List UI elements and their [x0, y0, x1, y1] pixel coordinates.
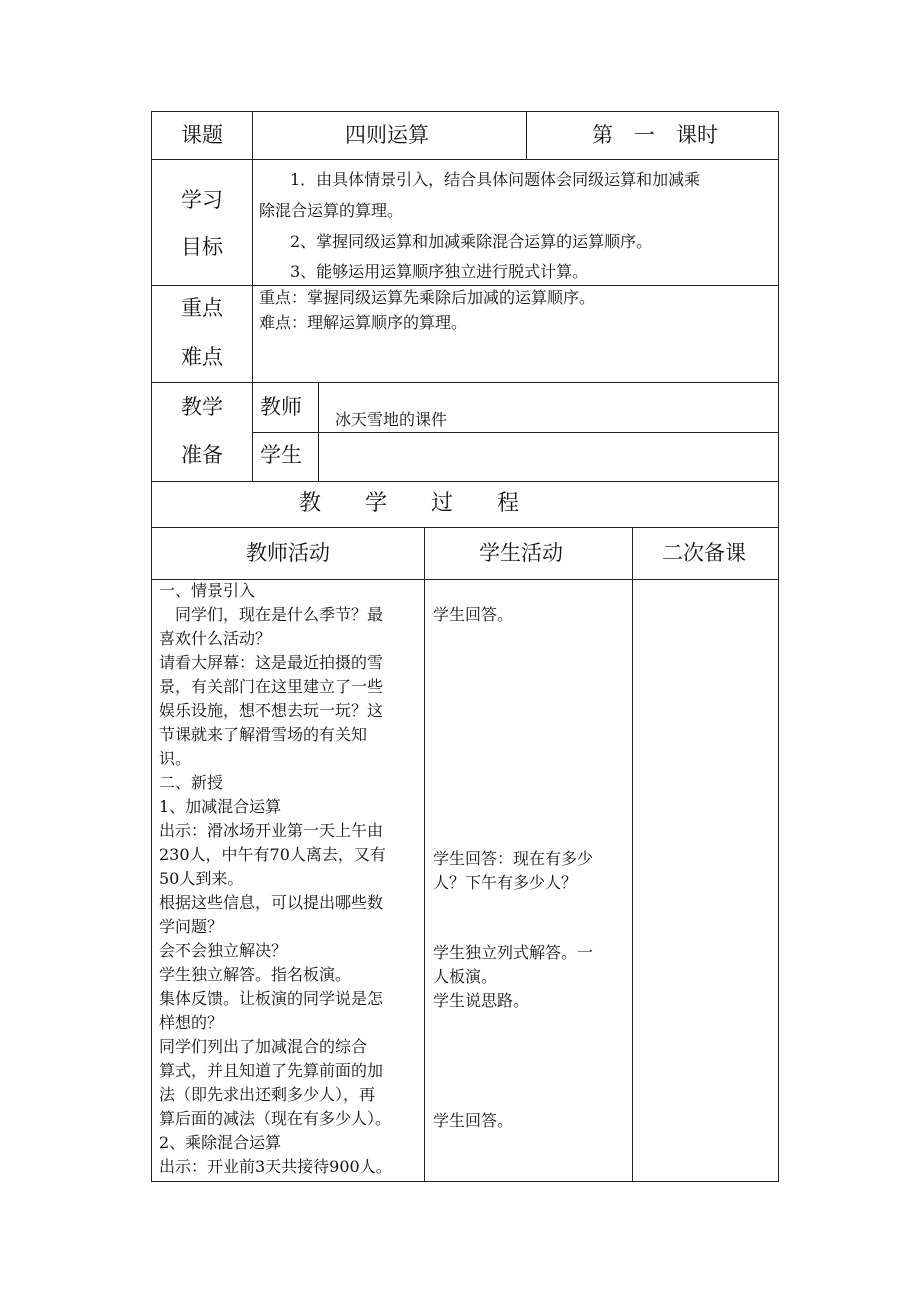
teacher-line: 集体反馈。让板演的同学说是怎	[159, 989, 384, 1008]
student-line: 学生回答。	[433, 605, 514, 624]
teacher-line: 出示：开业前3天共接待900人。	[159, 1157, 392, 1176]
teacher-line: 同学们列出了加减混合的综合	[159, 1037, 368, 1056]
student-line: 学生回答。	[433, 1111, 514, 1130]
student-line: 人？下午有多少人？	[433, 873, 578, 892]
teacher-line: 根据这些信息，可以提出哪些数	[159, 893, 384, 912]
teacher-line: 2、乘除混合运算	[159, 1133, 282, 1152]
teacher-line: 学生独立解答。指名板演。	[159, 965, 352, 984]
notes-column	[640, 581, 774, 1179]
teacher-line: 学问题？	[159, 917, 224, 936]
teacher-line: 请看大屏幕：这是最近拍摄的雪	[159, 653, 384, 672]
teacher-prep-label: 教师	[260, 395, 302, 419]
objectives-label-line2: 目标	[181, 235, 223, 259]
teacher-line: 景，有关部门在这里建立了一些	[159, 677, 384, 696]
col-header-notes: 二次备课	[662, 541, 746, 565]
preparation-label-line2: 准备	[181, 443, 223, 467]
teacher-line: 识。	[159, 749, 192, 768]
student-line: 学生独立列式解答。一	[433, 943, 594, 962]
preparation-label-line1: 教学	[181, 395, 223, 419]
process-title: 教 学 过 程	[299, 491, 520, 516]
topic-label: 课题	[181, 123, 223, 147]
teacher-line: 50人到来。	[159, 869, 244, 888]
teacher-line: 会不会独立解决？	[159, 941, 288, 960]
objective-item: 3、能够运用运算顺序独立进行脱式计算。	[290, 262, 589, 281]
teacher-line: 1、加减混合运算	[159, 797, 282, 816]
teacher-line: 同学们，现在是什么季节？最	[159, 605, 384, 624]
teacher-line: 一、情景引入	[159, 581, 256, 600]
teacher-line: 喜欢什么活动？	[159, 629, 272, 648]
key-point-text: 重点：掌握同级运算先乘除后加减的运算顺序。	[259, 288, 596, 307]
keypoints-label-line1: 重点	[181, 296, 223, 320]
objectives-label-line1: 学习	[181, 188, 223, 212]
objective-item: 除混合运算的算理。	[259, 201, 404, 220]
teacher-activity-column	[159, 581, 421, 1179]
lesson-number: 第 一 课时	[592, 123, 718, 147]
col-header-student: 学生活动	[479, 541, 563, 565]
teacher-prep-value: 冰天雪地的课件	[335, 410, 448, 429]
keypoints-label-line2: 难点	[181, 345, 223, 369]
student-line: 学生说思路。	[433, 991, 530, 1010]
student-line: 人板演。	[433, 967, 498, 986]
teacher-line: 算式，并且知道了先算前面的加	[159, 1061, 384, 1080]
teacher-line: 节课就来了解滑雪场的有关知	[159, 725, 368, 744]
teacher-line: 230人，中午有70人离去，又有	[159, 845, 386, 864]
topic-value: 四则运算	[345, 123, 429, 147]
objective-item: 1．由具体情景引入，结合具体问题体会同级运算和加减乘	[290, 170, 701, 189]
teacher-line: 娱乐设施，想不想去玩一玩？这	[159, 701, 384, 720]
teacher-line: 法（即先求出还剩多少人），再	[159, 1085, 376, 1104]
col-header-teacher: 教师活动	[246, 541, 330, 565]
teacher-line: 算后面的减法（现在有多少人）。	[159, 1109, 392, 1128]
teacher-line: 二、新授	[159, 773, 224, 792]
teacher-line: 样想的？	[159, 1013, 224, 1032]
student-line: 学生回答：现在有多少	[433, 849, 594, 868]
difficulty-text: 难点：理解运算顺序的算理。	[259, 313, 468, 332]
student-activity-column	[433, 581, 629, 1179]
objective-item: 2、掌握同级运算和加减乘除混合运算的运算顺序。	[290, 232, 653, 251]
student-prep-label: 学生	[260, 443, 302, 467]
teacher-line: 出示：滑冰场开业第一天上午由	[159, 821, 384, 840]
